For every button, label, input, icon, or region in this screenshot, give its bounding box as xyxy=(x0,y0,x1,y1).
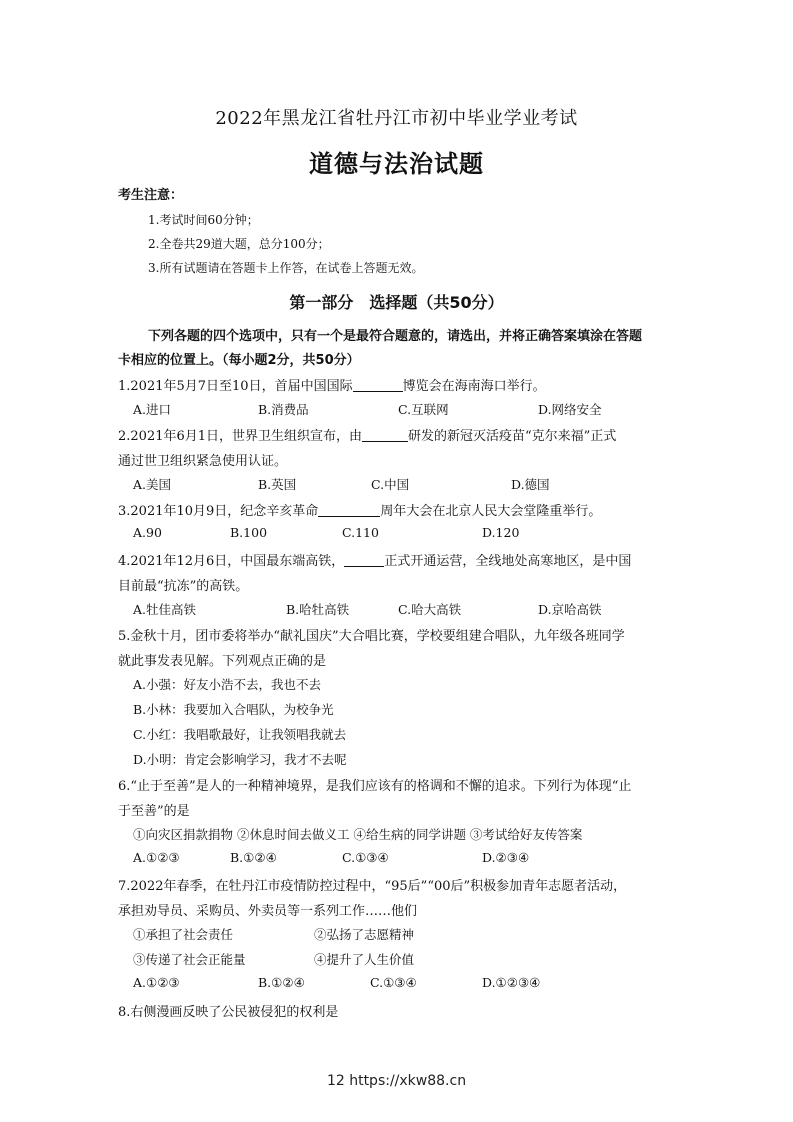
question-2-option-c: C.中国 xyxy=(371,477,410,492)
notice-item: 1.考试时间60分钟； xyxy=(148,213,259,227)
question-3-option-a: A.90 xyxy=(133,525,162,540)
exam-title: 2022年黑龙江省牡丹江市初中毕业学业考试 xyxy=(215,108,578,129)
question-5-option-d: D.小明：肯定会影响学习，我才不去呢 xyxy=(133,752,347,767)
question-4-option-c: C.哈大高铁 xyxy=(398,602,462,617)
question-1-option-c: C.互联网 xyxy=(398,402,449,417)
question-2-option-d: D.德国 xyxy=(511,477,550,492)
question-1-option-a: A.进口 xyxy=(133,402,172,417)
question-1-option-d: D.网络安全 xyxy=(538,402,602,417)
question-6-statements: ①向灾区捐款捐物 ②休息时间去做义工 ④给生病的同学讲题 ③考试给好友传答案 xyxy=(133,827,583,842)
question-4-option-d: D.京哈高铁 xyxy=(538,602,602,617)
question-3-option-c: C.110 xyxy=(342,525,379,540)
question-2-option-b: B.英国 xyxy=(258,477,297,492)
question-7-option-a: A.①②③ xyxy=(133,975,180,990)
section-title: 第一部分 选择题（共50分） xyxy=(289,293,504,312)
question-2-option-a: A.美国 xyxy=(133,477,172,492)
question-6-option-a: A.①②③ xyxy=(133,850,180,865)
question-1-stem: 1.2021年5月7日至10日，首届中国国际 博览会在海南海口举行。 xyxy=(118,379,546,394)
question-7-statement: ①承担了社会责任 xyxy=(133,927,234,942)
question-5-option-c: C.小红：我唱歌最好，让我领唱我就去 xyxy=(133,727,347,742)
question-4-option-a: A.牡佳高铁 xyxy=(133,602,197,617)
question-7-stem: 7.2022年春季，在牡丹江市疫情防控过程中，“95后”“00后”积极参加青年志愿者活动， xyxy=(118,879,627,894)
notice-item: 2.全卷共29道大题，总分100分； xyxy=(148,237,330,251)
question-4-stem: 4.2021年12月6日，中国最东端高铁， 正式开通运营，全线地处高寒地区，是中国 xyxy=(118,554,632,569)
question-6-option-b: B.①②④ xyxy=(230,850,277,865)
section-instructions: 下列各题的四个选项中，只有一个是最符合题意的，请选出，并将正确答案填涂在答题 xyxy=(148,329,643,344)
question-5-option-a: A.小强：好友小浩不去，我也不去 xyxy=(133,677,322,692)
question-7-statement: ④提升了人生价值 xyxy=(314,952,415,967)
page-footer: 12 https://xkw88.cn xyxy=(326,1073,467,1089)
question-6-stem: 6.“止于至善”是人的一种精神境界，是我们应该有的格调和不懈的追求。下列行为体现“止 xyxy=(118,779,632,794)
answer-blank xyxy=(362,428,408,442)
question-7-statement: ③传递了社会正能量 xyxy=(133,952,246,967)
question-1-option-b: B.消费品 xyxy=(258,402,309,417)
question-6-option-c: C.①③④ xyxy=(342,850,389,865)
answer-blank xyxy=(344,553,384,567)
question-5-stem-cont: 就此事发表见解。下列观点正确的是 xyxy=(118,654,327,669)
answer-blank xyxy=(353,378,403,392)
section-instructions: 卡相应的位置上。（每小题2分，共50分） xyxy=(118,353,360,368)
question-4-stem-cont: 目前最“抗冻”的高铁。 xyxy=(118,579,249,594)
question-5-option-b: B.小林：我要加入合唱队，为校争光 xyxy=(133,702,334,717)
question-3-option-d: D.120 xyxy=(482,525,520,540)
question-2-stem-cont: 通过世卫组织紧急使用认证。 xyxy=(118,454,288,469)
question-4-option-b: B.哈牡高铁 xyxy=(286,602,350,617)
question-7-statement: ②弘扬了志愿精神 xyxy=(314,927,415,942)
question-3-option-b: B.100 xyxy=(230,525,268,540)
question-7-option-d: D.①②③④ xyxy=(482,975,541,990)
question-5-stem: 5.金秋十月，团市委将举办“献礼国庆”大合唱比赛，学校要组建合唱队，九年级各班同学 xyxy=(118,629,625,644)
notice-item: 3.所有试题请在答题卡上作答，在试卷上答题无效。 xyxy=(148,261,424,275)
question-6-stem-cont: 于至善”的是 xyxy=(118,804,190,819)
question-7-stem-cont: 承担劝导员、采购员、外卖员等一系列工作……他们 xyxy=(118,904,418,919)
question-3-stem: 3.2021年10月9日，纪念辛亥革命 周年大会在北京人民大会堂隆重举行。 xyxy=(118,504,602,519)
answer-blank xyxy=(318,503,380,517)
question-2-stem: 2.2021年6月1日，世界卫生组织宣布，由 研发的新冠灭活疫苗“克尔来福”正式 xyxy=(118,429,617,444)
question-8-stem: 8.右侧漫画反映了公民被侵犯的权利是 xyxy=(118,1005,339,1020)
question-6-option-d: D.②③④ xyxy=(482,850,530,865)
question-7-option-c: C.①③④ xyxy=(370,975,417,990)
question-7-option-b: B.①②④ xyxy=(258,975,305,990)
notice-heading: 考生注意： xyxy=(118,188,184,203)
exam-subject-title: 道德与法治试题 xyxy=(309,150,484,178)
